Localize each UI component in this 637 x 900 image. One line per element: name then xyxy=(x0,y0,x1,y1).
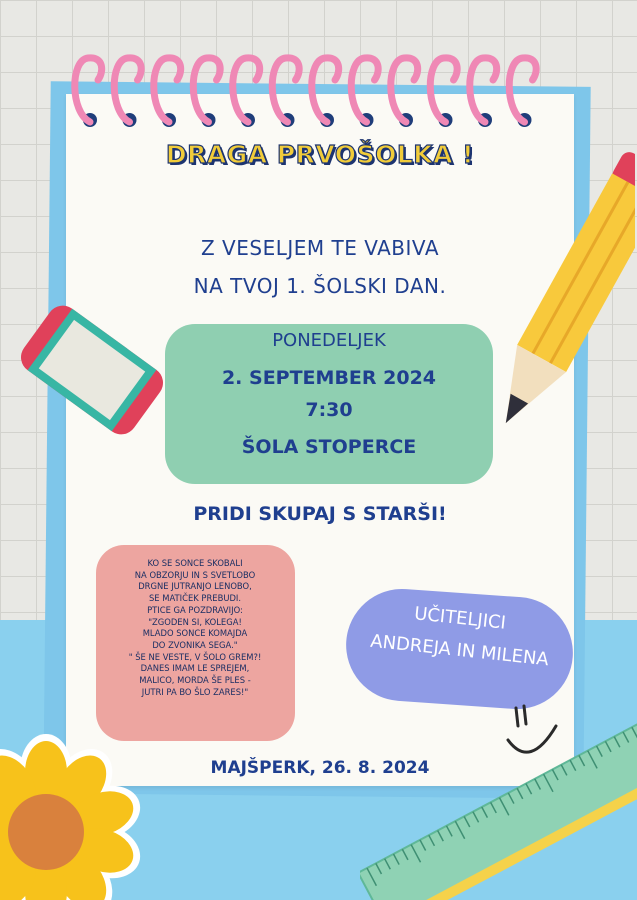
ruler-icon xyxy=(360,720,637,900)
poem-line: DANES IMAM LE SPREJEM, xyxy=(140,663,250,674)
invite-line-2: NA TVOJ 1. ŠOLSKI DAN. xyxy=(193,274,447,298)
sunflower-icon xyxy=(0,722,160,900)
eraser-icon xyxy=(10,290,175,450)
ring xyxy=(75,58,102,122)
invite-line-1: Z VESELJEM TE VABIVA xyxy=(201,236,439,260)
spiral-binding xyxy=(0,0,637,140)
poem-line: DRGNE JUTRANJO LENOBO, xyxy=(138,581,252,592)
event-date: 2. SEPTEMBER 2024 xyxy=(221,367,437,389)
ring xyxy=(272,58,299,122)
ring xyxy=(391,58,418,122)
poem-line: SE MATIČEK PREBUDI. xyxy=(148,593,242,604)
event-time: 7:30 xyxy=(305,399,353,421)
poem-line: PTICE GA POZDRAVIJO: xyxy=(147,604,243,615)
ring xyxy=(351,58,378,122)
ring xyxy=(312,58,339,122)
greeting-title: DRAGA PRVOŠOLKA ! xyxy=(165,140,475,169)
teachers-names: ANDREJA IN MILENA xyxy=(369,630,550,671)
event-location: ŠOLA STOPERCE xyxy=(241,436,417,458)
ring xyxy=(430,58,457,122)
ring xyxy=(193,58,220,122)
poem-text xyxy=(100,558,290,698)
poem-line: NA OBZORJU IN S SVETLOBO xyxy=(134,569,256,580)
poem-line: MALICO, MORDA ŠE PLES - xyxy=(139,675,251,686)
poem-line: MLADO SONCE KOMAJDA xyxy=(142,628,248,639)
with-parents-note: PRIDI SKUPAJ S STARŠI! xyxy=(193,503,447,525)
poem-line: " ŠE NE VESTE, V ŠOLO GREM?! xyxy=(128,651,262,662)
teachers-label: UČITELJICI xyxy=(413,603,507,634)
place-and-date: MAJŠPERK, 26. 8. 2024 xyxy=(210,758,430,778)
ring xyxy=(470,58,497,122)
ring xyxy=(154,58,181,122)
ring xyxy=(114,58,141,122)
poem-line: DO ZVONIKA SEGA." xyxy=(152,639,238,650)
poem-line: JUTRI PA BO ŠLO ZARES!" xyxy=(141,686,249,697)
ring xyxy=(509,58,536,122)
ring xyxy=(233,58,260,122)
poem-line: "ZGODEN SI, KOLEGA! xyxy=(148,616,242,627)
poem-line: KO SE SONCE SKOBALI xyxy=(147,558,243,568)
event-day: PONEDELJEK xyxy=(272,330,386,351)
